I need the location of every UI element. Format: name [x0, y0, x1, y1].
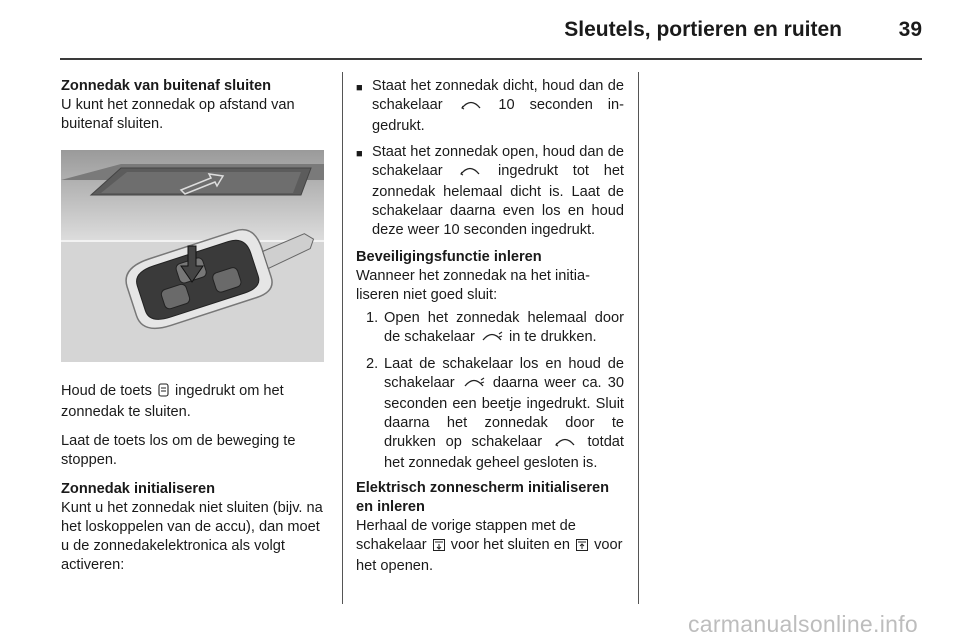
step-text: totdat het zonnedak geheel gesloten is.: [384, 434, 624, 471]
intro-text: U kunt het zonnedak op afstand van buitenaf sluiten.: [61, 97, 295, 132]
key-fob-roof-image: [61, 150, 324, 362]
heading-initialise: Zonnedak initialiseren: [61, 481, 216, 497]
step-text: Open het zonnedak helemaal door de schakelaar: [384, 310, 624, 345]
sunblind-text: Herhaal de vorige stappen met de schakelaar: [356, 518, 576, 553]
roof-close-switch-icon: [554, 435, 576, 454]
release-text: Laat de toets los om de beweging te stoppen.: [61, 433, 296, 468]
page-number: 39: [898, 18, 922, 41]
sunblind-close-icon: [433, 538, 445, 557]
hold-text-2: ingedrukt om het zonnedak te sluiten.: [61, 383, 284, 420]
bullet-square-icon: ■: [356, 148, 363, 160]
roof-open-switch-icon: [463, 376, 485, 395]
sunblind-text: voor het openen.: [356, 537, 623, 574]
left-column: [61, 77, 326, 575]
section-title: Sleutels, portieren en ruiten: [564, 18, 842, 41]
right-column: [356, 77, 624, 576]
bullet-square-icon: ■: [356, 82, 363, 94]
list-item: [356, 309, 624, 349]
roof-close-switch-icon: [459, 164, 481, 183]
sunblind-open-icon: [576, 538, 588, 557]
step-text: Laat de schakelaar los en houd de schakelaar: [384, 356, 624, 391]
sunroof-key-icon: [158, 383, 169, 403]
hold-text-1: Houd de toets: [61, 383, 152, 399]
protection-intro: Wanneer het zonnedak na het initialiseren niet goed sluit:: [356, 268, 590, 303]
bullet-text: Staat het zonnedak open, houd dan de schakelaar: [372, 144, 624, 179]
remote-key-illustration: [61, 150, 324, 362]
column-divider-1: [342, 72, 343, 604]
list-item: [356, 77, 624, 136]
header-rule: [60, 58, 922, 60]
list-item: [356, 143, 624, 240]
roof-close-switch-icon: [460, 98, 482, 117]
bullet-text: 10 seconden ingedrukt.: [372, 97, 625, 134]
step-text: daarna weer ca. 30 seconden een beetje ingedrukt. Sluit daarna het zonnedak door te drukken op schakelaar: [384, 375, 624, 450]
step-number: 1.: [366, 310, 379, 326]
heading-protection: Beveiligingsfunctie inleren: [356, 249, 542, 265]
step-number: 2.: [366, 356, 379, 372]
bullet-text: Staat het zonnedak dicht, houd dan de schakelaar: [372, 78, 624, 113]
heading-close-from-outside: Zonnedak van buitenaf sluiten: [61, 78, 272, 94]
heading-sunblind: Elektrisch zonnescherm initialiseren en inleren: [356, 480, 610, 515]
sunblind-text: voor het sluiten en: [450, 537, 570, 553]
roof-open-switch-icon: [481, 330, 503, 349]
step-text: in te drukken.: [509, 329, 597, 345]
column-divider-2: [638, 72, 639, 604]
list-item: [356, 355, 624, 473]
watermark: carmanualsonline.info: [687, 611, 918, 637]
bullet-text: ingedrukt tot het zonnedak helemaal dicht is. Laat de schakelaar daarna even los en houd deze weer 10 seconden ingedrukt.: [372, 163, 624, 238]
init-text: Kunt u het zonnedak niet sluiten (bijv. na het loskoppelen van de accu), dan moet u de zonnedakelektronica als volgt activeren:: [61, 500, 323, 573]
